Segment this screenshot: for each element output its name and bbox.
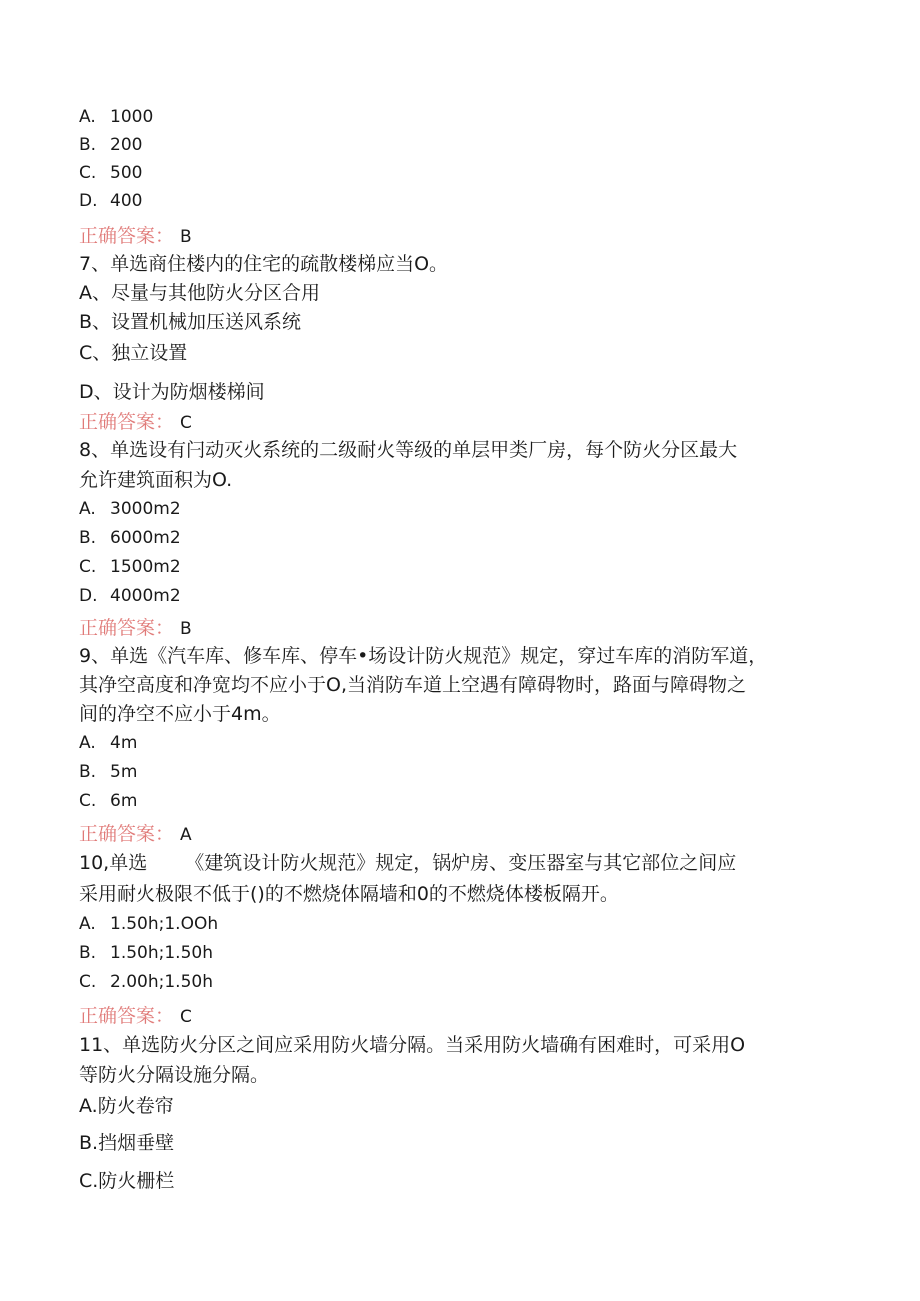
q10-option-a: A. 1.50h;1.OOh	[79, 914, 219, 934]
question-9-stem-line1: 9、单选《汽车库、修车库、停车•场设计防火规范》规定，穿过车库的消防军道，	[79, 645, 768, 667]
q11-option-b: B.挡烟垂壁	[79, 1132, 175, 1154]
q8-option-a: A. 3000m2	[79, 499, 181, 519]
q11-option-c: C.防火栅栏	[79, 1170, 175, 1192]
q10-option-b: B. 1.50h;1.50h	[79, 943, 213, 963]
question-10-stem-line1: 10,单选 《建筑设计防火规范》规定，锅炉房、变压器室与其它部位之间应	[79, 852, 737, 874]
question-10-stem-line2: 采用耐火极限不低于()的不燃烧体隔墙和0的不燃烧体楼板隔开。	[79, 883, 619, 905]
question-9-stem-line3: 间的净空不应小于4m。	[79, 703, 281, 725]
answer-line: 正确答案： B	[79, 225, 192, 247]
q7-option-a: A、尽量与其他防火分区合用	[79, 282, 320, 304]
q9-option-a: A. 4m	[79, 733, 138, 753]
q9-option-c: C. 6m	[79, 791, 138, 811]
q8-answer: 正确答案： B	[79, 617, 192, 639]
q11-option-a: A.防火卷帘	[79, 1095, 174, 1117]
q7-option-b: B、设置机械加压送风系统	[79, 311, 302, 333]
question-9-stem-line2: 其净空高度和净宽均不应小于O,当消防车道上空遇有障碍物时，路面与障碍物之	[79, 674, 746, 696]
q7-option-c: C、独立设置	[79, 342, 188, 364]
option-b: B. 200	[79, 135, 143, 155]
q9-answer: 正确答案： A	[79, 823, 192, 845]
q10-option-c: C. 2.00h;1.50h	[79, 972, 213, 992]
option-d: D. 400	[79, 191, 143, 211]
question-8-stem-line2: 允许建筑面积为O.	[79, 469, 233, 491]
option-a: A. 1000	[79, 107, 154, 127]
question-7-stem: 7、单选商住楼内的住宅的疏散楼梯应当O。	[79, 253, 449, 275]
q8-option-b: B. 6000m2	[79, 528, 181, 548]
q10-answer: 正确答案： C	[79, 1005, 192, 1027]
question-11-stem-line2: 等防火分隔设施分隔。	[79, 1064, 270, 1086]
q8-option-c: C. 1500m2	[79, 557, 181, 577]
q7-option-d: D、设计为防烟楼梯间	[79, 381, 265, 403]
q8-option-d: D. 4000m2	[79, 586, 181, 606]
question-11-stem-line1: 11、单选防火分区之间应采用防火墙分隔。当采用防火墙确有困难时，可采用O	[79, 1034, 746, 1056]
question-8-stem-line1: 8、单选设有闩动灭火系统的二级耐火等级的单层甲类厂房，每个防火分区最大	[79, 439, 738, 461]
q9-option-b: B. 5m	[79, 762, 138, 782]
option-c: C. 500	[79, 163, 143, 183]
q7-answer: 正确答案： C	[79, 411, 192, 433]
